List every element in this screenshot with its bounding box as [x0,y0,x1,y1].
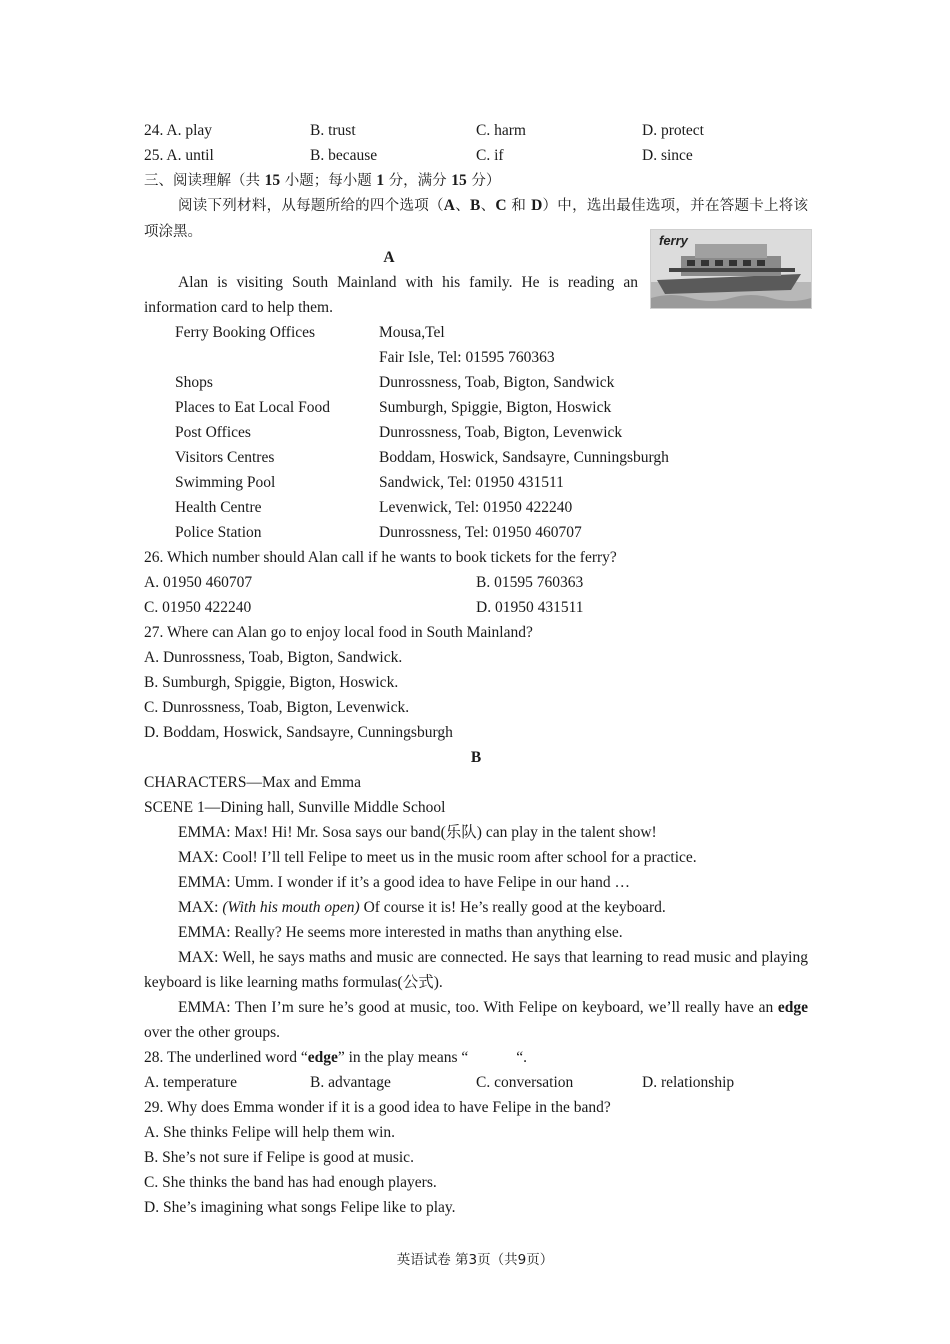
q27-option-a: A. Dunrossness, Toab, Bigton, Sandwick. [144,649,403,666]
q24-option-a: 24. A. play [144,122,213,139]
dialogue-line: MAX: (With his mouth open) Of course it is! He’s really good at the keyboard. [178,899,666,916]
scene-line: SCENE 1—Dining hall, Sunville Middle School [144,799,446,816]
question-24-options [144,118,808,143]
q25-option-a: 25. A. until [144,147,214,164]
q26-option-b: B. 01595 760363 [476,574,584,591]
q24-option-d: D. protect [642,122,704,139]
dialogue-line: MAX: Well, he says maths and music are connected. He says that learning to read music and playing keyboard is like learning maths formulas(公式). [144,949,808,991]
q27-option-c: C. Dunrossness, Toab, Bigton, Levenwick. [144,699,410,716]
q29-option-a: A. She thinks Felipe will help them win. [144,1124,395,1141]
dialogue-line: EMMA: Really? He seems more interested in maths than anything else. [178,924,623,941]
question-26-options [144,570,808,595]
info-card [144,320,808,545]
exam-page [144,118,808,1220]
question-25-options [144,143,808,168]
q25-option-d: D. since [642,147,693,164]
info-row: Fair Isle, Tel: 01595 760363 [379,349,555,366]
question-26-options [144,595,808,620]
section-3-instructions: 阅读下列材料，从每题所给的四个选项（A、B、C 和 D）中，选出最佳选项，并在答题卡上将该项涂黑。 [144,197,809,240]
info-row: Post Offices Dunrossness, Toab, Bigton, Levenwick [175,424,623,441]
info-row: Places to Eat Local Food Sumburgh, Spiggie, Bigton, Hoswick [175,399,612,416]
info-row: Visitors Centres Boddam, Hoswick, Sandsayre, Cunningsburgh [175,449,669,466]
q24-option-b: B. trust [310,122,356,139]
info-row: Shops Dunrossness, Toab, Bigton, Sandwick [175,374,615,391]
info-row: Health Centre Levenwick, Tel: 01950 422240 [175,499,573,516]
q26-option-c: C. 01950 422240 [144,599,252,616]
q27-option-b: B. Sumburgh, Spiggie, Bigton, Hoswick. [144,674,399,691]
q28-option-b: B. advantage [310,1074,391,1091]
q29-option-b: B. She’s not sure if Felipe is good at music. [144,1149,414,1166]
q27-option-d: D. Boddam, Hoswick, Sandsayre, Cunningsburgh [144,724,453,741]
dialogue-line: EMMA: Umm. I wonder if it’s a good idea to have Felipe in our hand … [178,874,631,891]
q25-option-c: C. if [476,147,504,164]
info-row: Ferry Booking Offices Mousa,Tel [175,324,445,341]
part-a-heading: A [383,249,395,266]
dialogue-line: EMMA: Then I’m sure he’s good at music, too. With Felipe on keyboard, we’ll really have an edge over the other groups. [144,999,808,1041]
page-footer: 英语试卷 第3页（共9页） [396,1252,554,1268]
question-28-stem: 28. The underlined word “edge” in the play means “ “. [144,1049,528,1066]
q26-option-d: D. 01950 431511 [476,599,584,616]
question-26-stem: 26. Which number should Alan call if he wants to book tickets for the ferry? [144,549,617,566]
info-row: Police Station Dunrossness, Tel: 01950 460707 [175,524,582,541]
q24-option-c: C. harm [476,122,526,139]
question-29-stem: 29. Why does Emma wonder if it is a good idea to have Felipe in the band? [144,1099,611,1116]
ferry-image-label: ferry [659,233,688,248]
part-b-heading: B [470,749,482,766]
q28-option-a: A. temperature [144,1074,237,1091]
characters-line: CHARACTERS—Max and Emma [144,774,361,791]
q29-option-c: C. She thinks the band has had enough players. [144,1174,437,1191]
question-28-options [144,1070,808,1095]
section-3-title: 三、阅读理解（共 15 小题；每小题 1 分，满分 15 分） [144,172,501,189]
info-row: Swimming Pool Sandwick, Tel: 01950 431511 [175,474,564,491]
dialogue-line: EMMA: Max! Hi! Mr. Sosa says our band(乐队) can play in the talent show! [178,824,657,841]
q28-option-c: C. conversation [476,1074,574,1091]
q29-option-d: D. She’s imagining what songs Felipe like to play. [144,1199,456,1216]
q28-option-d: D. relationship [642,1074,735,1091]
question-27-stem: 27. Where can Alan go to enjoy local food in South Mainland? [144,624,533,641]
q25-option-b: B. because [310,147,378,164]
q26-option-a: A. 01950 460707 [144,574,253,591]
part-a-intro: Alan is visiting South Mainland with his family. He is reading an information card to help them. [144,274,638,316]
dialogue-line: MAX: Cool! I’ll tell Felipe to meet us in the music room after school for a practice. [178,849,697,866]
